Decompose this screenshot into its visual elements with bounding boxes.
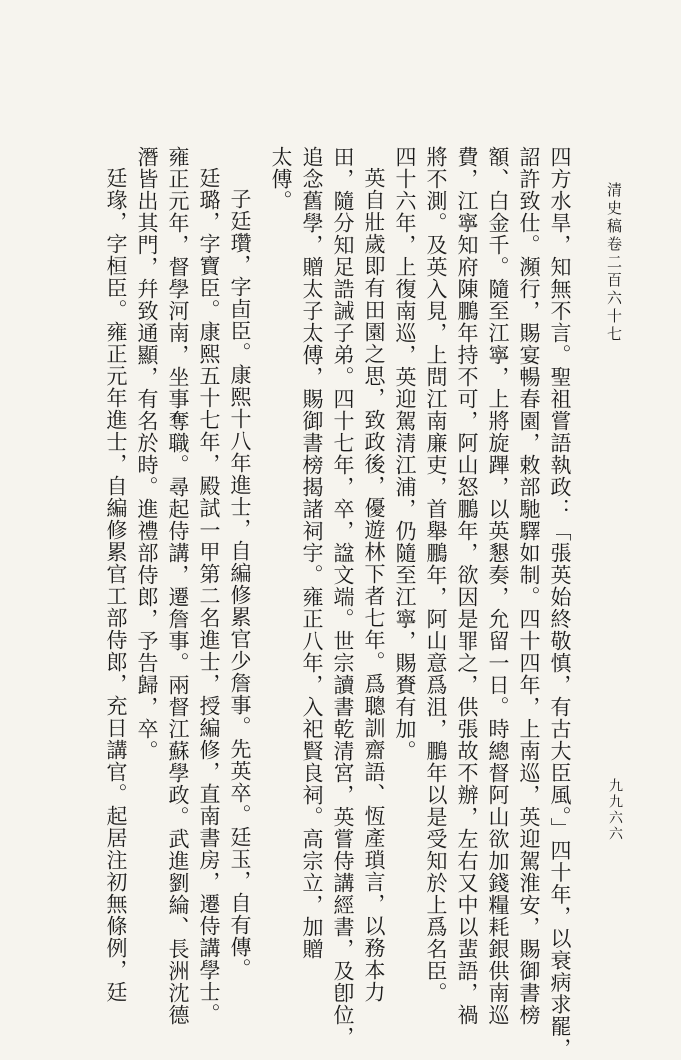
page-number: 九九六六 xyxy=(607,778,623,842)
text-column: 廷瑑，字桓臣。雍正元年進士，自編修累官工部侍郎，充日講官。起居注初無條例，廷 xyxy=(104,167,128,1003)
text-column: 太傅。 xyxy=(269,146,293,212)
text-column: 四十六年，上復南巡，英迎駕清江浦，仍隨至江寧，賜賚有加。 xyxy=(393,146,417,762)
text-column: 英自壯歲即有田園之思，致政後，優遊林下者七年。爲聰訓齋語、恆產瑣言，以務本力 xyxy=(362,167,386,1003)
text-column: 田，隨分知足誥誡子弟。四十七年，卒，諡文端。世宗讀書乾清宮，英嘗侍講經書，及卽位， xyxy=(331,146,355,1048)
text-column: 將不測。及英入見，上問江南廉吏，首舉鵬年，阿山意爲沮，鵬年以是受知於上爲名臣。 xyxy=(424,146,448,1004)
text-column: 追念舊學，贈太子太傅，賜御書榜揭諸祠宇。雍正八年，入祀賢良祠。高宗立，加贈 xyxy=(300,146,324,960)
text-column: 費，江寧知府陳鵬年持不可，阿山怒鵬年，欲因是罪之，供張故不辦，左右又中以蜚語，禍 xyxy=(455,146,479,1026)
text-column: 額、白金千。隨至江寧，上將旋蹕，以英懇奏，允留一日。時總督阿山欲加錢糧耗銀供南巡 xyxy=(486,146,510,1026)
text-column: 詔許致仕。瀕行，賜宴暢春園，敕部馳驛如制。四十四年，上南巡，英迎駕淮安，賜御書榜 xyxy=(517,146,541,1026)
text-body xyxy=(55,146,575,1060)
text-column: 廷璐，字寶臣。康熙五十七年，殿試一甲第二名進士，授編修，直南書房，遷侍講學士。 xyxy=(197,167,221,1025)
text-column: 雍正元年，督學河南，坐事奪職。尋起侍講，遷詹事。兩督江蘇學政。武進劉綸、長洲沈德 xyxy=(166,146,190,1026)
text-column: 子廷瓚，字卣臣。康熙十八年進士，自編修累官少詹事。先英卒。廷玉，自有傳。 xyxy=(228,188,252,980)
text-column: 四方水旱，知無不言。聖祖嘗語執政：「張英始終敬慎，有古大臣風。」四十年，以衰病求罷， xyxy=(548,146,572,1060)
column-spacer xyxy=(255,146,265,926)
running-title: 清史稿卷二百六十七 xyxy=(605,182,623,344)
text-column: 潛皆出其門，幷致通顯，有名於時。進禮部侍郎，予告歸，卒。 xyxy=(135,146,159,762)
